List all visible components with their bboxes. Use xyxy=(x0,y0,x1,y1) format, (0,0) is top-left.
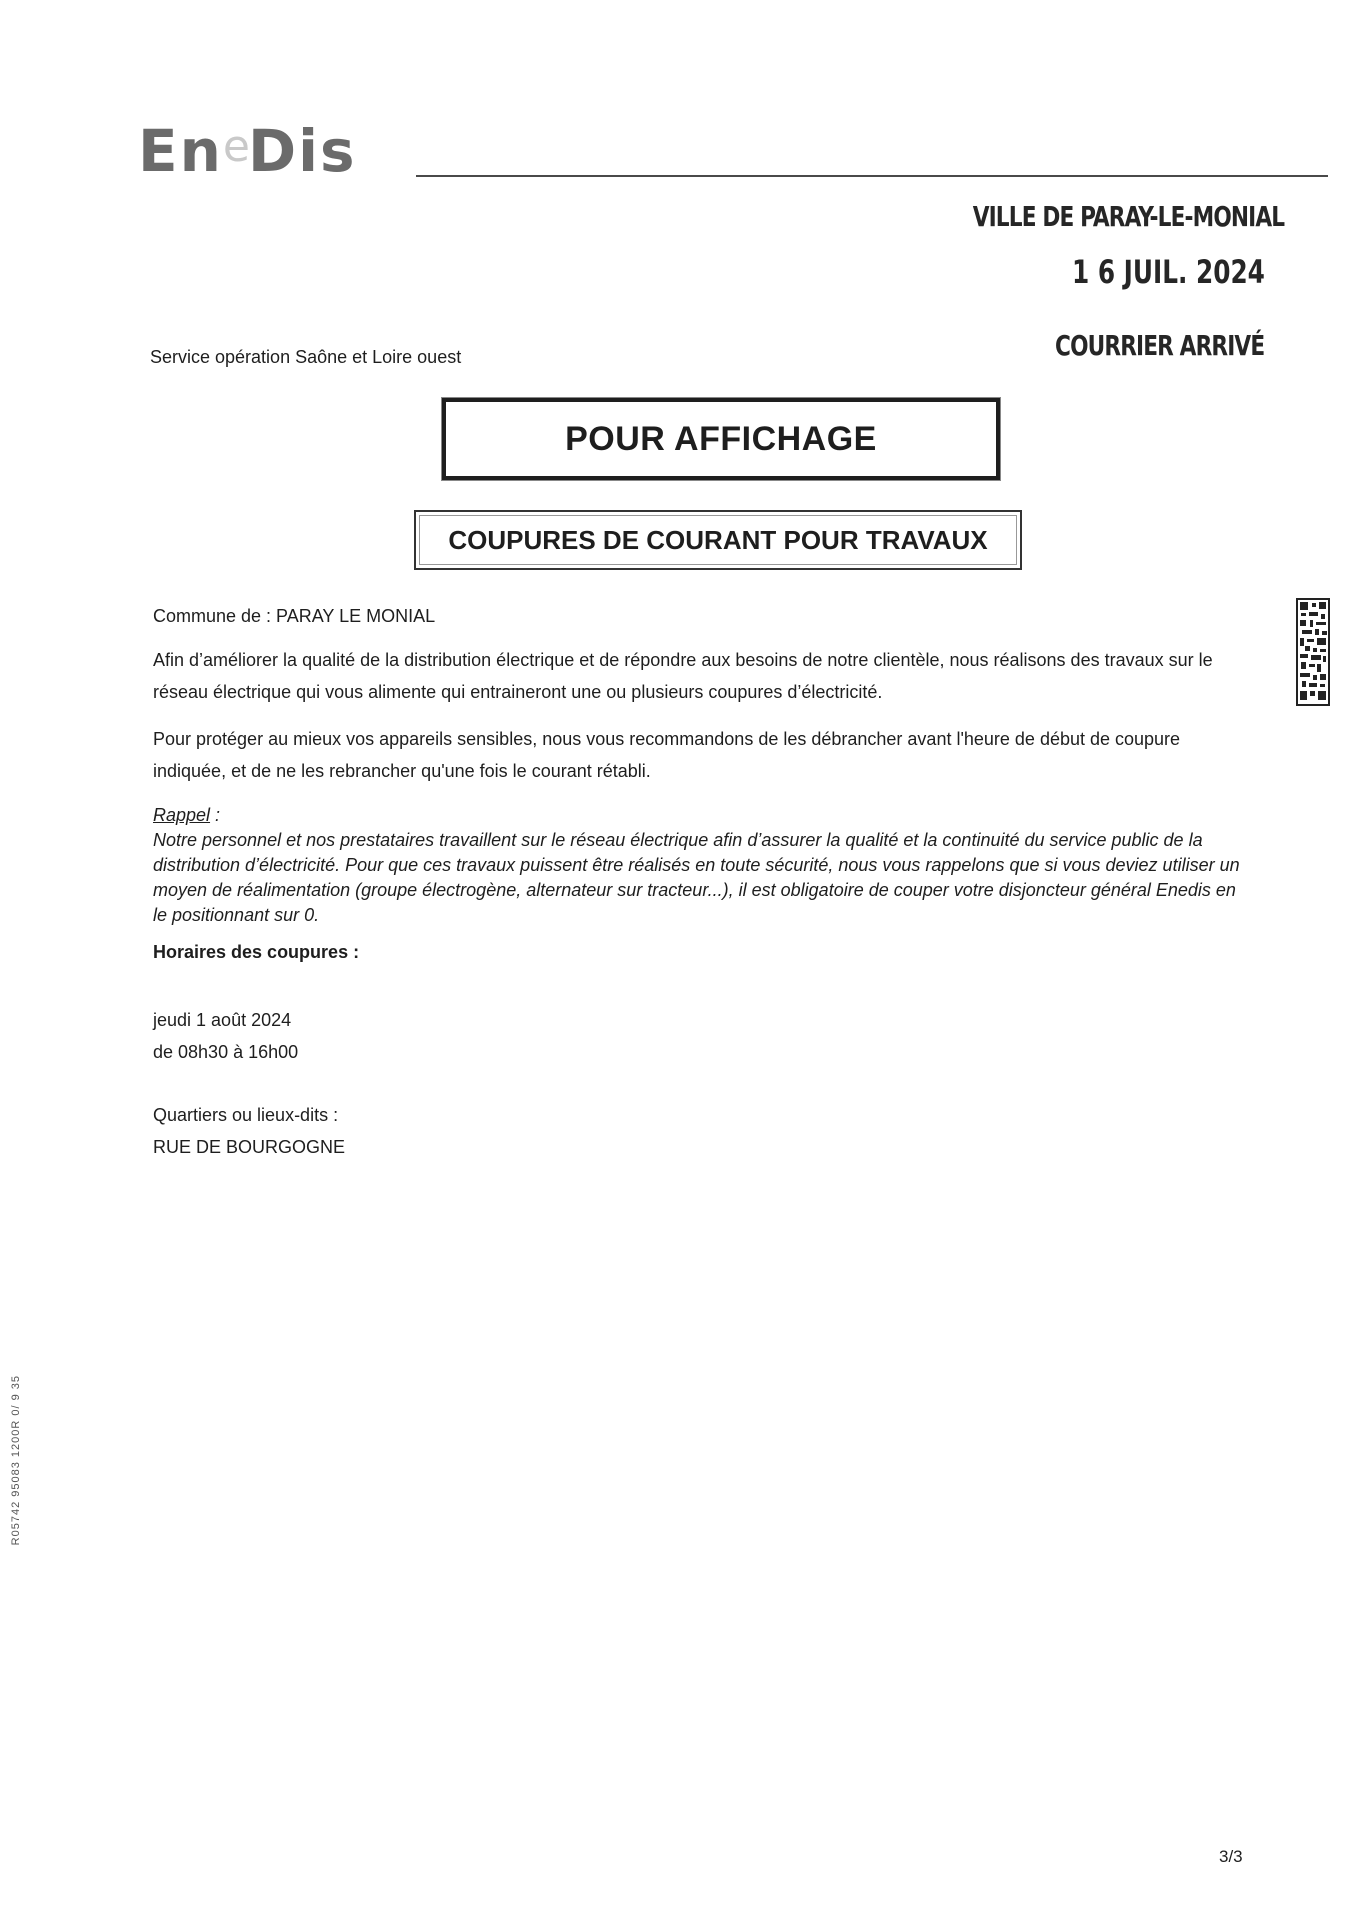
reminder-colon: : xyxy=(210,805,221,825)
logo-part-1: En xyxy=(138,117,223,185)
commune-line: Commune de : PARAY LE MONIAL xyxy=(153,606,436,626)
enedis-logo xyxy=(138,117,357,185)
display-title: POUR AFFICHAGE xyxy=(565,419,877,458)
reminder-block xyxy=(153,803,1243,928)
reminder-text: Notre personnel et nos prestataires travaillent sur le réseau électrique afin d’assurer la qualité et la continuité du service public de la distribution d’électricité. Pour que ces travaux puissent être réalisés en toute sécurité, nous vous rappelons que si vous deviez utiliser un moyen de réalimentation (groupe électrogène, alternateur sur tracteur...), il est obligatoire de couper votre disjoncteur général Enedis en le positionnant sur 0. xyxy=(153,830,1240,925)
side-reference-code: R05742 95083 1200R 0/ 9 35 xyxy=(10,1375,22,1546)
subject-title: COUPURES DE COURANT POUR TRAVAUX xyxy=(448,524,988,555)
qr-code-icon xyxy=(1296,598,1330,706)
location-value: RUE DE BOURGOGNE xyxy=(153,1137,346,1157)
intro-paragraph: Afin d’améliorer la qualité de la distribution électrique et de répondre aux besoins de notre clientèle, nous réalisons des travaux sur le réseau électrique qui vous alimente qui entraineront une ou plusieurs coupures d’électricité. xyxy=(153,650,1213,702)
stamp-date: 1 6 JUIL. 2024 xyxy=(1072,253,1265,291)
reminder-label: Rappel xyxy=(153,805,211,825)
schedule-day: jeudi 1 août 2024 xyxy=(153,1010,292,1030)
stamp-town: VILLE DE PARAY-LE-MONIAL xyxy=(972,200,1284,233)
header-rule xyxy=(416,175,1328,177)
sender-service: Service opération Saône et Loire ouest xyxy=(150,347,462,367)
stamp-label: COURRIER ARRIVÉ xyxy=(1054,329,1264,362)
advice-paragraph: Pour protéger au mieux vos appareils sensibles, nous vous recommandons de les débrancher avant l'heure de début de coupure indiquée, et de ne les rebrancher qu'une fois le courant rétabli. xyxy=(153,729,1181,781)
display-title-box xyxy=(442,398,1000,480)
schedule-heading: Horaires des coupures : xyxy=(153,942,360,962)
subject-box xyxy=(414,510,1022,570)
logo-part-2: e xyxy=(222,121,248,172)
page-number: 3/3 xyxy=(1219,1847,1243,1866)
logo-part-3: Dis xyxy=(248,117,357,185)
schedule-time: de 08h30 à 16h00 xyxy=(153,1042,299,1062)
location-label: Quartiers ou lieux-dits : xyxy=(153,1105,339,1125)
